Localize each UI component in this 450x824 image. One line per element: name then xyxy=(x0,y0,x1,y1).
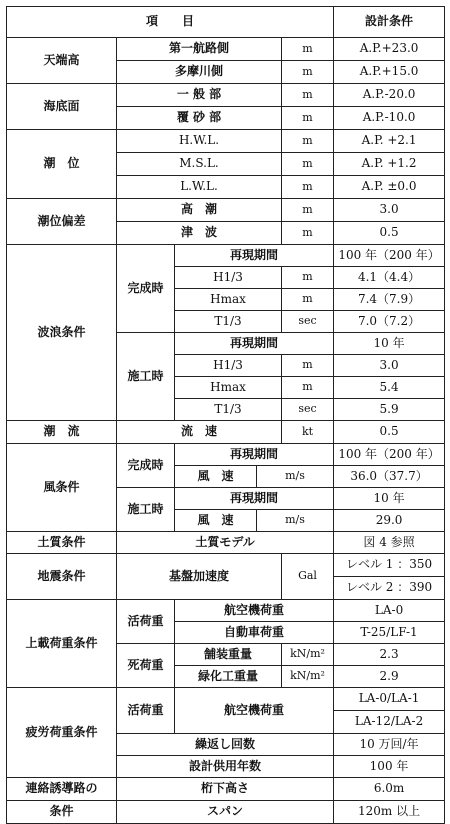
wave-param-value: 5.4 xyxy=(334,377,445,399)
seabed-unit: m xyxy=(282,107,334,130)
tide-unit: m xyxy=(282,130,334,153)
wind-speed-label: 風 速 xyxy=(175,466,257,488)
table-row xyxy=(7,778,445,801)
wave-return-value: 10 年 xyxy=(334,333,445,355)
wave-param-unit: sec xyxy=(282,311,334,333)
wave-label: 波浪条件 xyxy=(7,245,117,421)
crown-label: 天端高 xyxy=(7,38,117,84)
wave-param-unit: m xyxy=(282,355,334,377)
wind-speed-value: 29.0 xyxy=(334,510,445,532)
table-row xyxy=(7,421,445,444)
wave-return-value: 100 年（200 年） xyxy=(334,245,445,267)
fatigue-label: 疲労荷重条件 xyxy=(7,688,117,778)
current-name: 流 速 xyxy=(117,421,282,444)
tide-dev-unit: m xyxy=(282,199,334,222)
wind-return-label: 再現期間 xyxy=(175,444,334,466)
tide-dev-unit: m xyxy=(282,222,334,245)
table-row xyxy=(7,600,445,622)
header-row xyxy=(7,7,445,38)
wave-construction-label: 施工時 xyxy=(117,333,175,421)
passage-label-cont: 条件 xyxy=(7,801,117,824)
wave-param-name: T1/3 xyxy=(175,399,282,421)
design-conditions-table xyxy=(6,6,445,824)
wave-param-value: 4.1（4.4） xyxy=(334,267,445,289)
table-row xyxy=(7,245,445,267)
fatigue-aircraft-value: LA-0/LA-1 xyxy=(334,688,445,711)
wave-param-name: Hmax xyxy=(175,377,282,399)
design-conditions-sheet xyxy=(6,6,444,819)
crown-unit: m xyxy=(282,38,334,61)
wave-param-unit: sec xyxy=(282,399,334,421)
crown-unit: m xyxy=(282,61,334,84)
tide-dev-name: 高 潮 xyxy=(117,199,282,222)
wind-speed-label: 風 速 xyxy=(175,510,257,532)
passage-label: 連絡誘導路の xyxy=(7,778,117,801)
upper-load-label: 上載荷重条件 xyxy=(7,600,117,688)
seabed-value: A.P.-10.0 xyxy=(334,107,445,130)
wind-label: 風条件 xyxy=(7,444,117,532)
fatigue-aircraft-label: 航空機荷重 xyxy=(175,688,334,734)
wave-completion-label: 完成時 xyxy=(117,245,175,333)
wind-speed-unit: m/s xyxy=(257,466,334,488)
fatigue-cycles-label: 繰返し回数 xyxy=(117,734,334,756)
table-row xyxy=(7,38,445,61)
soil-label: 土質条件 xyxy=(7,532,117,554)
fatigue-live-label: 活荷重 xyxy=(117,688,175,734)
upper-dead-label: 死荷重 xyxy=(117,644,175,688)
wind-return-value: 100 年（200 年） xyxy=(334,444,445,466)
wind-speed-value: 36.0（37.7） xyxy=(334,466,445,488)
wave-param-value: 3.0 xyxy=(334,355,445,377)
tide-dev-value: 0.5 xyxy=(334,222,445,245)
table-row xyxy=(7,84,445,107)
seismic-value: レベル 1 ：350 xyxy=(334,554,445,577)
seismic-unit: Gal xyxy=(282,554,334,600)
upper-dead-name: 緑化工重量 xyxy=(175,666,282,688)
table-row xyxy=(7,130,445,153)
upper-live-value: T-25/LF-1 xyxy=(334,622,445,644)
tide-name: H.W.L. xyxy=(117,130,282,153)
crown-name: 多摩川側 xyxy=(117,61,282,84)
wind-return-value: 10 年 xyxy=(334,488,445,510)
tide-label: 潮 位 xyxy=(7,130,117,199)
table-row xyxy=(7,688,445,711)
upper-dead-unit: kN/m² xyxy=(282,644,334,666)
tide-unit: m xyxy=(282,176,334,199)
wave-param-name: H1/3 xyxy=(175,267,282,289)
upper-dead-unit: kN/m² xyxy=(282,666,334,688)
crown-value: A.P.+15.0 xyxy=(334,61,445,84)
wave-param-value: 7.4（7.9） xyxy=(334,289,445,311)
tide-dev-label: 潮位偏差 xyxy=(7,199,117,245)
tide-value: A.P. +2.1 xyxy=(334,130,445,153)
seabed-name: 一 般 部 xyxy=(117,84,282,107)
tide-name: L.W.L. xyxy=(117,176,282,199)
tide-dev-value: 3.0 xyxy=(334,199,445,222)
table-row xyxy=(7,444,445,466)
wave-param-unit: m xyxy=(282,377,334,399)
table-row xyxy=(7,554,445,577)
fatigue-cycles-value: 10 万回/年 xyxy=(334,734,445,756)
tide-value: A.P. +1.2 xyxy=(334,153,445,176)
crown-value: A.P.+23.0 xyxy=(334,38,445,61)
current-value: 0.5 xyxy=(334,421,445,444)
wave-return-label: 再現期間 xyxy=(175,245,334,267)
seismic-name: 基盤加速度 xyxy=(117,554,282,600)
tide-name: M.S.L. xyxy=(117,153,282,176)
upper-dead-name: 舗装重量 xyxy=(175,644,282,666)
wave-param-unit: m xyxy=(282,289,334,311)
soil-name: 土質モデル xyxy=(117,532,334,554)
seabed-value: A.P.-20.0 xyxy=(334,84,445,107)
seismic-label: 地震条件 xyxy=(7,554,117,600)
wind-completion-label: 完成時 xyxy=(117,444,175,488)
tide-value: A.P. ±0.0 xyxy=(334,176,445,199)
header-condition: 設計条件 xyxy=(334,7,445,38)
wave-return-label: 再現期間 xyxy=(175,333,334,355)
wave-param-unit: m xyxy=(282,267,334,289)
passage-span-value: 120m 以上 xyxy=(334,801,445,824)
wind-speed-unit: m/s xyxy=(257,510,334,532)
wave-param-name: Hmax xyxy=(175,289,282,311)
wave-param-name: H1/3 xyxy=(175,355,282,377)
passage-span-label: スパン xyxy=(117,801,334,824)
seabed-unit: m xyxy=(282,84,334,107)
passage-clearance-value: 6.0m xyxy=(334,778,445,801)
upper-dead-value: 2.3 xyxy=(334,644,445,666)
tide-unit: m xyxy=(282,153,334,176)
fatigue-aircraft-value: LA-12/LA-2 xyxy=(334,711,445,734)
current-label: 潮 流 xyxy=(7,421,117,444)
fatigue-life-value: 100 年 xyxy=(334,756,445,778)
seabed-name: 覆 砂 部 xyxy=(117,107,282,130)
wind-construction-label: 施工時 xyxy=(117,488,175,532)
fatigue-life-label: 設計供用年数 xyxy=(117,756,334,778)
upper-live-value: LA-0 xyxy=(334,600,445,622)
header-item: 項 目 xyxy=(7,7,334,38)
table-row xyxy=(7,801,445,824)
current-unit: kt xyxy=(282,421,334,444)
seismic-value: レベル 2 ：390 xyxy=(334,577,445,600)
wave-param-value: 7.0（7.2） xyxy=(334,311,445,333)
upper-live-name: 航空機荷重 xyxy=(175,600,334,622)
soil-value: 図 4 参照 xyxy=(334,532,445,554)
upper-dead-value: 2.9 xyxy=(334,666,445,688)
wave-param-name: T1/3 xyxy=(175,311,282,333)
crown-name: 第一航路側 xyxy=(117,38,282,61)
wind-return-label: 再現期間 xyxy=(175,488,334,510)
table-row xyxy=(7,532,445,554)
table-row xyxy=(7,199,445,222)
tide-dev-name: 津 波 xyxy=(117,222,282,245)
passage-clearance-label: 桁下高さ xyxy=(117,778,334,801)
wave-param-value: 5.9 xyxy=(334,399,445,421)
upper-live-name: 自動車荷重 xyxy=(175,622,334,644)
upper-live-label: 活荷重 xyxy=(117,600,175,644)
seabed-label: 海底面 xyxy=(7,84,117,130)
